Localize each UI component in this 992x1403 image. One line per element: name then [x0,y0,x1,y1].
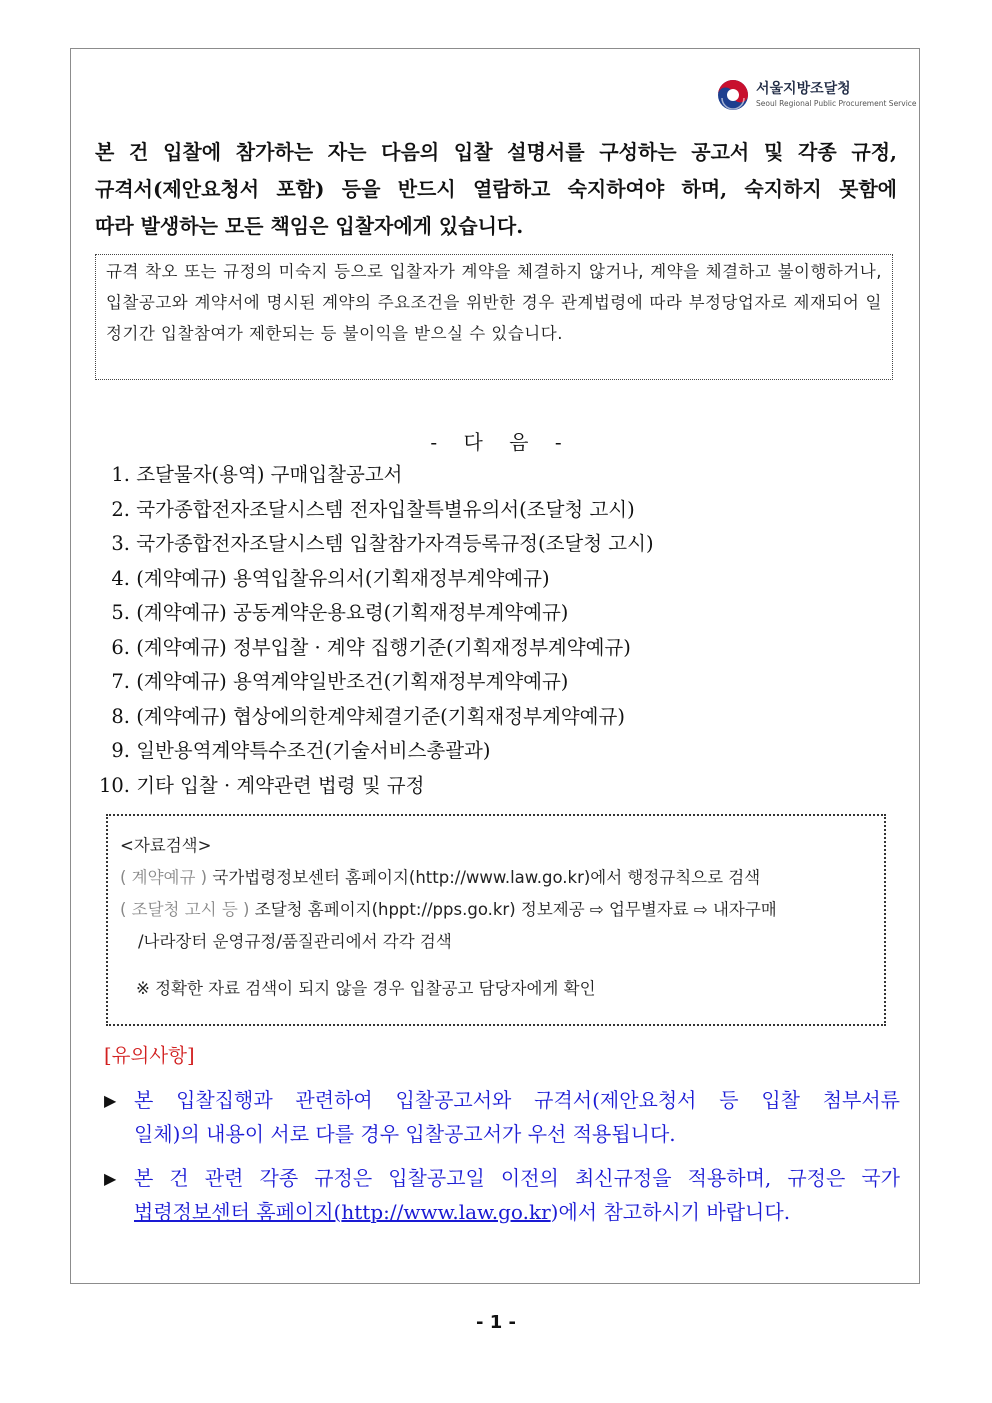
caution-item: ▶ 본 건 관련 각종 규정은 입찰공고일 이전의 최신규정을 적용하며, 규정은 국가 법령정보센터 홈페이지(http://www.law.go.kr)에서 참고하시기 바랍니다. [104,1161,900,1229]
search-title: <자료검색> [120,836,212,855]
search-line-law: ( 계약예규 ) 국가법령정보센터 홈페이지(http://www.law.go.kr)에서 행정규칙으로 검색 [120,868,761,887]
logo-name-korean: 서울지방조달청 [756,81,851,97]
search-note: ※ 정확한 자료 검색이 되지 않을 경우 입찰공고 담당자에게 확인 [136,979,596,998]
document-list [90,458,654,803]
list-item: 4. (계약예규) 용역입찰유의서(기획재정부계약예규) [111,566,550,590]
list-item: 7. (계약예규) 용역계약일반조건(기획재정부계약예규) [111,670,569,693]
caution-item: ▶ 본 입찰집행과 관련하여 입찰공고서와 규격서(제안요청서 등 입찰 첨부서류 일체)의 내용이 서로 다를 경우 입찰공고서가 우선 적용됩니다. [104,1083,900,1151]
triangle-bullet-icon: ▶ [104,1169,117,1188]
list-item: 1. 조달물자(용역) 구매입찰공고서 [111,463,403,486]
taeguk-logo-icon [716,78,750,112]
list-item: 8. (계약예규) 협상에의한계약체결기준(기획재정부계약예규) [111,704,625,728]
list-item: 6. (계약예규) 정부입찰 · 계약 집행기준(기획재정부계약예규) [111,635,631,659]
list-item: 5. (계약예규) 공동계약운용요령(기획재정부계약예규) [111,601,569,624]
intro-paragraph [95,134,897,245]
warning-text: 규격 착오 또는 규정의 미숙지 등으로 입찰자가 계약을 체결하지 않거나, 계약을 체결하고 불이행하거나, 입찰공고와 계약서에 명시된 계약의 주요조건을 위반한 경우 관계법령에 따라 부정당업자로 제재되어 일정기간 입찰참여가 제한되는 등 불이익을 받으실 수 있습니다. [106,262,882,343]
search-line-pps: ( 조달청 고시 등 ) 조달청 홈페이지(hppt://pps.go.kr) 정보제공 ⇨ 업무별자료 ⇨ 내자구매 [120,900,777,919]
page-number: - 1 - [476,1312,516,1333]
logo-name-english: Seoul Regional Public Procurement Service [756,99,917,108]
list-item: 2. 국가종합전자조달시스템 전자입찰특별유의서(조달청 고시) [111,497,635,521]
list-item: 3. 국가종합전자조달시스템 입찰참가자격등록규정(조달청 고시) [111,532,654,555]
list-item: 10. 기타 입찰 · 계약관련 법령 및 규정 [98,773,425,797]
section-heading: - 다 음 - [430,430,562,454]
warning-box [95,254,893,380]
intro-line: 따라 발생하는 모든 책임은 입찰자에게 있습니다. [95,214,524,238]
search-line-continued: /나라장터 운영규정/품질관리에서 각각 검색 [138,932,452,951]
caution-title: [유의사항] [104,1044,195,1067]
intro-line: 본 건 입찰에 참가하는 자는 다음의 입찰 설명서를 구성하는 공고서 및 각종 규정, [95,140,897,164]
law-site-link[interactable]: http://www.law.go.kr [341,1200,551,1224]
list-item: 9. 일반용역계약특수조건(기술서비스총괄과) [111,739,491,762]
search-info-box [106,814,886,1026]
triangle-bullet-icon: ▶ [104,1091,117,1110]
logo [716,76,917,114]
intro-line: 규격서(제안요청서 포함) 등을 반드시 열람하고 숙지하여야 하며, 숙지하지 못함에 [95,177,897,201]
